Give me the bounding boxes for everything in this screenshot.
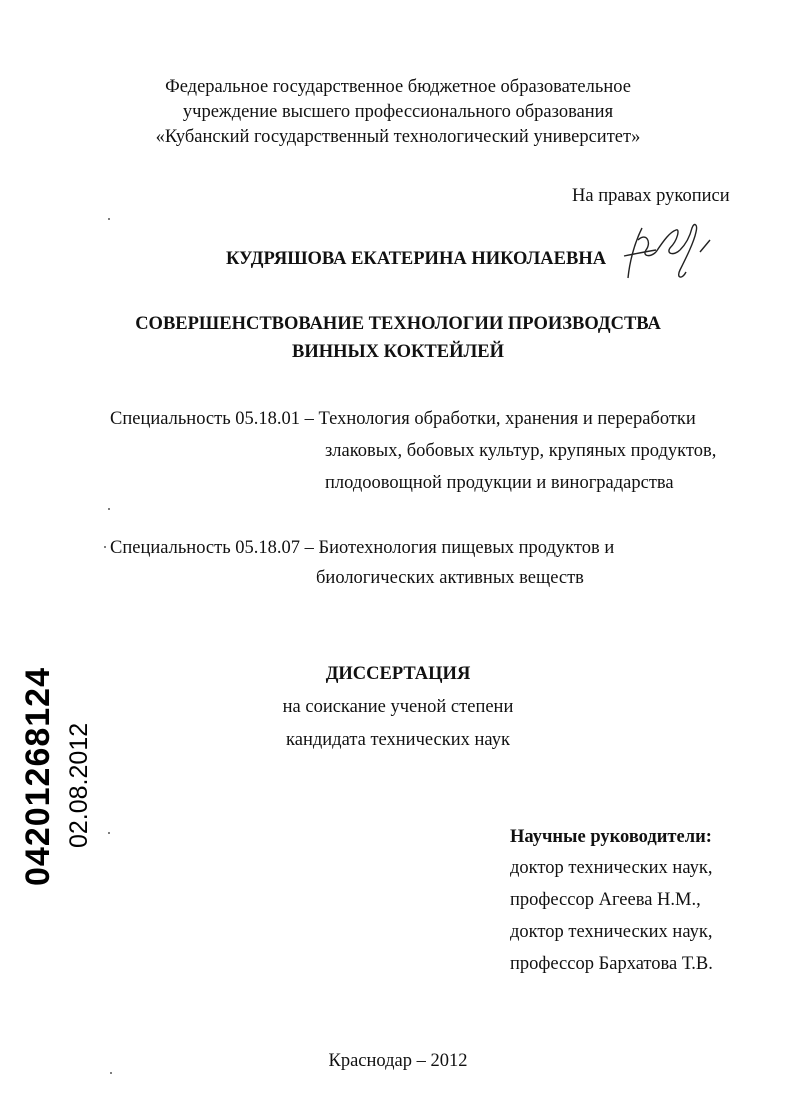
specialty-2-label: Специальность 05.18.07 – Биотехнология пищевых продуктов и — [110, 538, 615, 558]
supervisor-2-name: профессор Бархатова Т.В. — [510, 954, 713, 974]
scan-speck — [108, 832, 110, 834]
scan-speck — [108, 218, 110, 220]
scan-speck — [110, 1072, 112, 1074]
dissertation-title-line-2: ВИННЫХ КОКТЕЙЛЕЙ — [291, 342, 504, 362]
signature-image — [620, 218, 720, 290]
specialty-1-line-3: плодоовощной продукции и виноградарства — [325, 473, 674, 493]
supervisor-1-degree: доктор технических наук, — [510, 858, 713, 878]
author-name: КУДРЯШОВА ЕКАТЕРИНА НИКОЛАЕВНА — [226, 249, 607, 269]
specialty-1-label: Специальность 05.18.01 – Технология обработки, хранения и переработки — [110, 409, 696, 429]
institution-line-2: учреждение высшего профессионального образования — [182, 102, 614, 122]
degree-line-1: на соискание ученой степени — [282, 697, 514, 717]
supervisors-heading: Научные руководители: — [510, 827, 712, 847]
supervisor-1-name: профессор Агеева Н.М., — [510, 890, 701, 910]
institution-line-1: Федеральное государственное бюджетное образовательное — [165, 77, 631, 97]
specialty-1-line-2: злаковых, бобовых культур, крупяных продуктов, — [325, 441, 717, 461]
scan-speck — [108, 508, 110, 510]
supervisor-2-degree: доктор технических наук, — [510, 922, 713, 942]
stamp-date: 02.08.2012 — [65, 722, 93, 848]
degree-line-2: кандидата технических наук — [286, 730, 510, 750]
stamp-number: 04201268124 — [19, 666, 57, 886]
dissertation-title-line-1: СОВЕРШЕНСТВОВАНИЕ ТЕХНОЛОГИИ ПРОИЗВОДСТВА — [135, 314, 661, 334]
specialty-2-line-2: биологических активных веществ — [316, 568, 584, 588]
scan-speck — [104, 546, 106, 548]
dissertation-heading: ДИССЕРТАЦИЯ — [325, 664, 471, 684]
institution-line-3: «Кубанский государственный технологический университет» — [155, 127, 641, 147]
city-year: Краснодар – 2012 — [328, 1051, 468, 1071]
manuscript-note: На правах рукописи — [572, 186, 730, 206]
